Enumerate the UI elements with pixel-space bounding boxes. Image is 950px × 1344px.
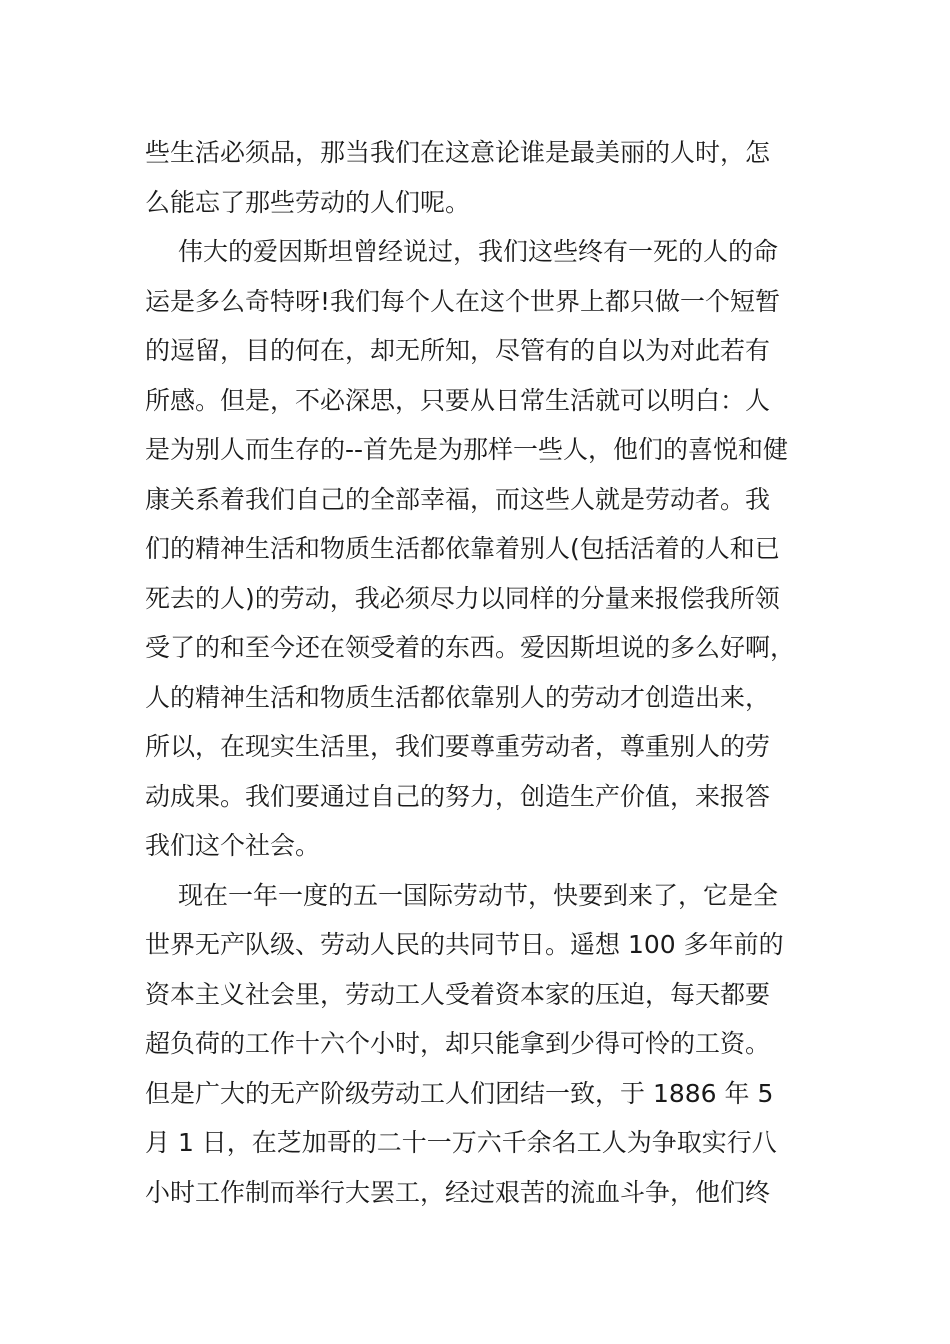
- text-line: 受了的和至今还在领受着的东西。爱因斯坦说的多么好啊，: [145, 633, 796, 662]
- text-line: 所以，在现实生活里，我们要尊重劳动者，尊重别人的劳: [145, 732, 771, 761]
- paragraph: [145, 128, 805, 227]
- body-text: [145, 128, 805, 1217]
- text-line: 但是广大的无产阶级劳动工人们团结一致，于 1886 年 5: [145, 1078, 774, 1108]
- text-line: 所感。但是，不必深思，只要从日常生活就可以明白：人: [145, 385, 771, 415]
- text-line: 运是多么奇特呀!我们每个人在这个世界上都只做一个短暂: [145, 286, 781, 316]
- text-line: 些生活必须品，那当我们在这意论谁是最美丽的人时，怎: [145, 138, 771, 167]
- paragraph: [145, 871, 805, 1218]
- text-line: 动成果。我们要通过自己的努力，创造生产价值，来报答: [145, 781, 771, 811]
- text-line: 的逗留，目的何在，却无所知，尽管有的自以为对此若有: [145, 336, 771, 365]
- text-line: 么能忘了那些劳动的人们呢。: [145, 187, 471, 217]
- text-line: 们的精神生活和物质生活都依靠着别人(包括活着的人和已: [145, 534, 780, 563]
- text-line: 小时工作制而举行大罢工，经过艰苦的流血斗争，他们终: [145, 1177, 771, 1207]
- text-line: 现在一年一度的五一国际劳动节，快要到来了，它是全: [178, 880, 779, 910]
- text-line: 世界无产队级、劳动人民的共同节日。遥想 100 多年前的: [145, 930, 784, 959]
- text-line: 月 1 日，在芝加哥的二十一万六千余名工人为争取实行八: [145, 1128, 777, 1157]
- paragraph: [145, 227, 805, 871]
- text-line: 我们这个社会。: [145, 831, 321, 860]
- text-line: 是为别人而生存的--首先是为那样一些人，他们的喜悦和健: [145, 435, 789, 464]
- text-line: 资本主义社会里，劳动工人受着资本家的压迫，每天都要: [145, 979, 771, 1009]
- text-line: 康关系着我们自己的全部幸福，而这些人就是劳动者。我: [145, 484, 771, 514]
- text-line: 伟大的爱因斯坦曾经说过，我们这些终有一死的人的命: [178, 237, 779, 266]
- text-line: 死去的人)的劳动，我必须尽力以同样的分量来报偿我所领: [145, 583, 780, 613]
- text-line: 人的精神生活和物质生活都依靠别人的劳动才创造出来，: [145, 682, 771, 712]
- text-line: 超负荷的工作十六个小时，却只能拿到少得可怜的工资。: [145, 1029, 771, 1058]
